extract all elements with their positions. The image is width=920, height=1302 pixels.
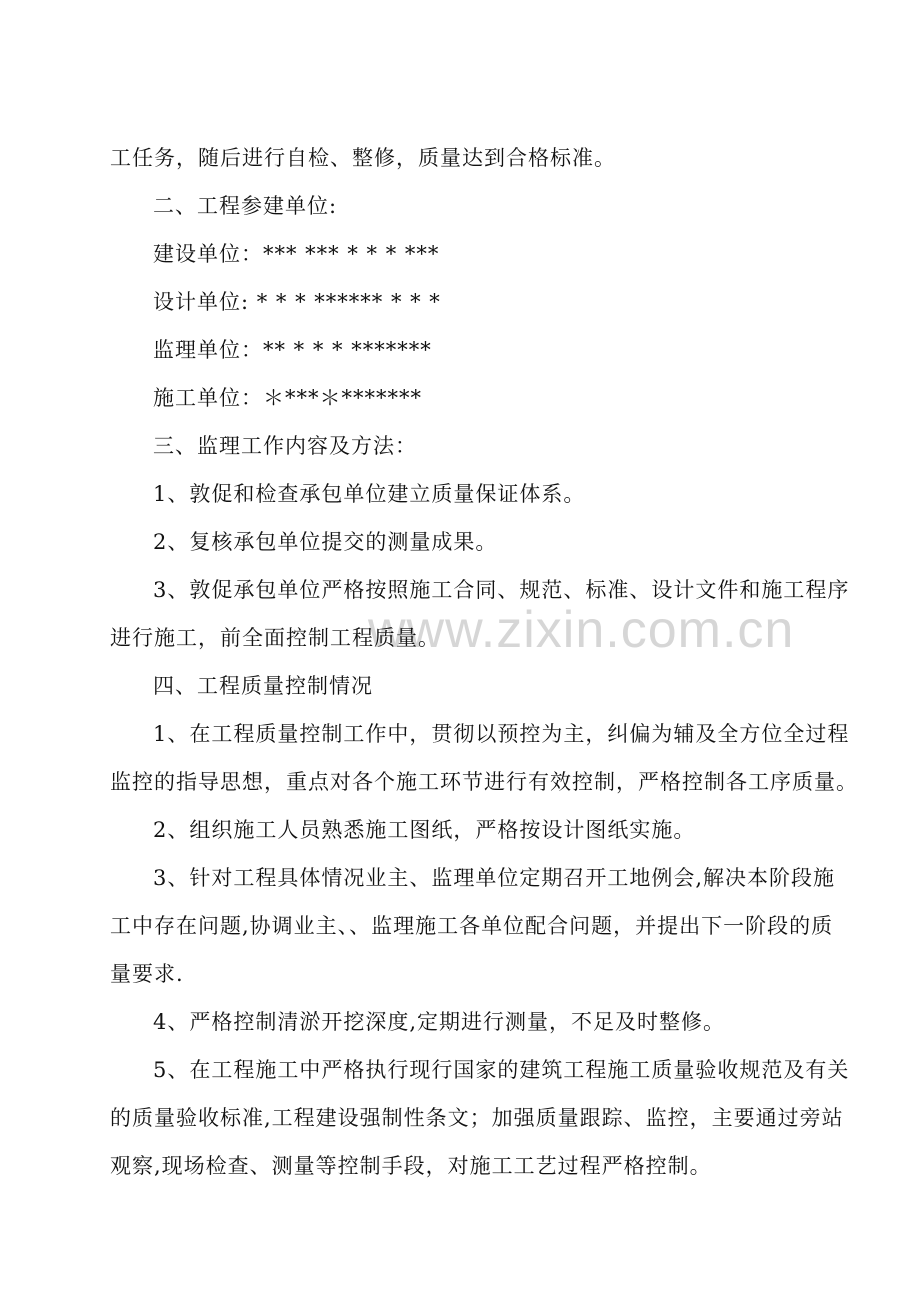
paragraph-line: 监理单位：** * * * ******* — [153, 338, 432, 362]
paragraph-line: 2、复核承包单位提交的测量成果。 — [153, 530, 498, 554]
paragraph-line: 设计单位: * * * ****** * * * — [153, 290, 441, 314]
paragraph-line: 监控的指导思想，重点对各个施工环节进行有效控制，严格控制各工序质量。 — [110, 770, 858, 794]
paragraph-line: 工任务，随后进行自检、整修，质量达到合格标准。 — [110, 146, 616, 170]
paragraph-line: 建设单位：*** *** * * * *** — [153, 242, 440, 266]
paragraph-line: 4、严格控制清淤开挖深度,定期进行测量，不足及时整修。 — [153, 1010, 726, 1034]
paragraph-line: 5、在工程施工中严格执行现行国家的建筑工程施工质量验收规范及有关 — [153, 1058, 850, 1082]
paragraph-line: 工中存在问题,协调业主、、监理施工各单位配合问题，并提出下一阶段的质 — [110, 914, 834, 938]
paragraph-line: 3、敦促承包单位严格按照施工合同、规范、标准、设计文件和施工程序 — [153, 578, 850, 602]
paragraph-line: 1、在工程质量控制工作中，贯彻以预控为主，纠偏为辅及全方位全过程 — [153, 722, 850, 746]
paragraph-line: 的质量验收标准,工程建设强制性条文；加强质量跟踪、监控，主要通过旁站 — [110, 1106, 844, 1130]
watermark: www.zixin.com.cn — [368, 601, 795, 659]
section-heading: 三、监理工作内容及方法： — [153, 434, 417, 458]
paragraph-line: 2、组织施工人员熟悉施工图纸，严格按设计图纸实施。 — [153, 818, 696, 842]
section-heading: 二、工程参建单位: — [153, 194, 338, 218]
paragraph-line: 量要求. — [110, 962, 184, 986]
paragraph-line: 1、敦促和检查承包单位建立质量保证体系。 — [153, 482, 586, 506]
paragraph-line: 施工单位：＊***＊******* — [153, 386, 422, 410]
section-heading: 四、工程质量控制情况 — [153, 674, 373, 698]
paragraph-line: 进行施工，前全面控制工程质量。 — [110, 626, 440, 650]
paragraph-line: 3、针对工程具体情况业主、监理单位定期召开工地例会,解决本阶段施 — [153, 866, 836, 890]
paragraph-line: 观察,现场检查、测量等控制手段，对施工工艺过程严格控制。 — [110, 1154, 712, 1178]
